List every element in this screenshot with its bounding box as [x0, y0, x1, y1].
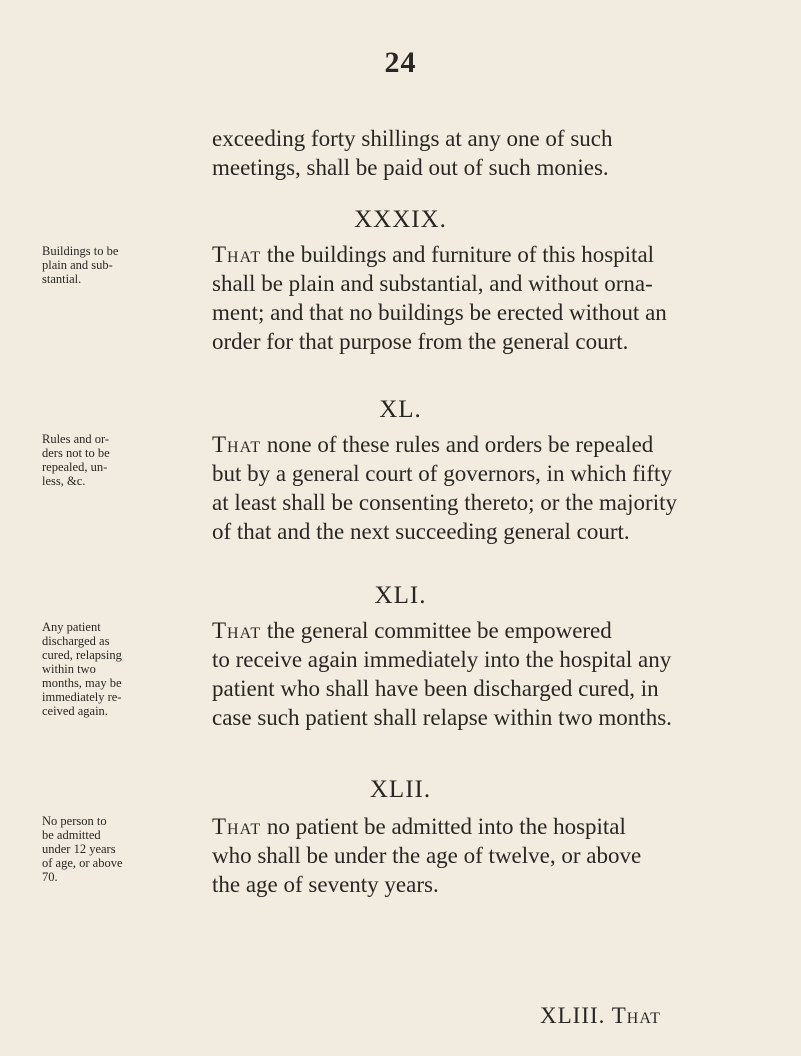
text-line: to receive again immediately into the hospital any — [212, 647, 672, 672]
side-note-xli — [42, 620, 192, 718]
text-line: order for that purpose from the general court. — [212, 329, 629, 354]
section-heading-xl: XL. — [379, 396, 422, 423]
side-note-line: plain and sub- — [42, 258, 113, 272]
first-word: That — [212, 242, 262, 267]
line-rest: the buildings and furniture of this hospital — [261, 242, 655, 267]
side-note-line: less, &c. — [42, 474, 86, 488]
text-line: case such patient shall relapse within two months. — [212, 705, 672, 730]
text-line: patient who shall have been discharged cured, in — [212, 676, 659, 701]
text-line — [212, 616, 752, 645]
first-word: That — [212, 814, 262, 839]
side-note-line: No person to — [42, 814, 107, 828]
line-rest: the general committee be empowered — [261, 618, 612, 643]
side-note-line: ders not to be — [42, 446, 110, 460]
side-note-line: Any patient — [42, 620, 101, 634]
side-note-line: cured, relapsing — [42, 648, 122, 662]
first-word: That — [212, 432, 262, 457]
text-line — [212, 812, 752, 841]
text-line: ment; and that no buildings be erected without an — [212, 300, 667, 325]
side-note-line: discharged as — [42, 634, 110, 648]
text-line: the age of seventy years. — [212, 872, 439, 897]
section-paragraph-xlii — [212, 812, 752, 899]
section-paragraph-xli — [212, 616, 752, 732]
side-note-xl — [42, 432, 192, 488]
text-line: of that and the next succeeding general court. — [212, 519, 630, 544]
text-line: at least shall be consenting thereto; or the majority — [212, 490, 677, 515]
side-note-line: of age, or above — [42, 856, 123, 870]
line-rest: no patient be admitted into the hospital — [261, 814, 626, 839]
text-line: shall be plain and substantial, and without orna- — [212, 271, 653, 296]
section-heading-xli: XLI. — [374, 582, 427, 609]
section-paragraph-xxxix — [212, 240, 752, 356]
side-note-line: stantial. — [42, 272, 82, 286]
text-line: who shall be under the age of twelve, or above — [212, 843, 642, 868]
side-note-line: 70. — [42, 870, 58, 884]
text-line: but by a general court of governors, in which fifty — [212, 461, 672, 486]
text-line: exceeding forty shillings at any one of such — [212, 126, 613, 151]
side-note-line: under 12 years — [42, 842, 116, 856]
text-line — [212, 240, 752, 269]
side-note-line: repealed, un- — [42, 460, 108, 474]
side-note-xxxix — [42, 244, 192, 286]
section-heading-xxxix: XXXIX. — [354, 206, 447, 233]
side-note-line: within two — [42, 662, 96, 676]
section-paragraph-xl — [212, 430, 752, 546]
page-number: 24 — [384, 46, 417, 79]
line-rest: none of these rules and orders be repealed — [261, 432, 654, 457]
first-word: That — [212, 618, 262, 643]
text-line — [212, 430, 752, 459]
catchword: XLIII. That — [540, 1003, 661, 1028]
side-note-line: ceived again. — [42, 704, 108, 718]
side-note-line: immediately re- — [42, 690, 122, 704]
opening-paragraph — [212, 124, 752, 182]
side-note-line: months, may be — [42, 676, 122, 690]
side-note-line: Rules and or- — [42, 432, 110, 446]
section-heading-xlii: XLII. — [369, 776, 432, 803]
side-note-xlii — [42, 814, 192, 884]
text-line: meetings, shall be paid out of such monies. — [212, 155, 609, 180]
side-note-line: be admitted — [42, 828, 101, 842]
side-note-line: Buildings to be — [42, 244, 119, 258]
